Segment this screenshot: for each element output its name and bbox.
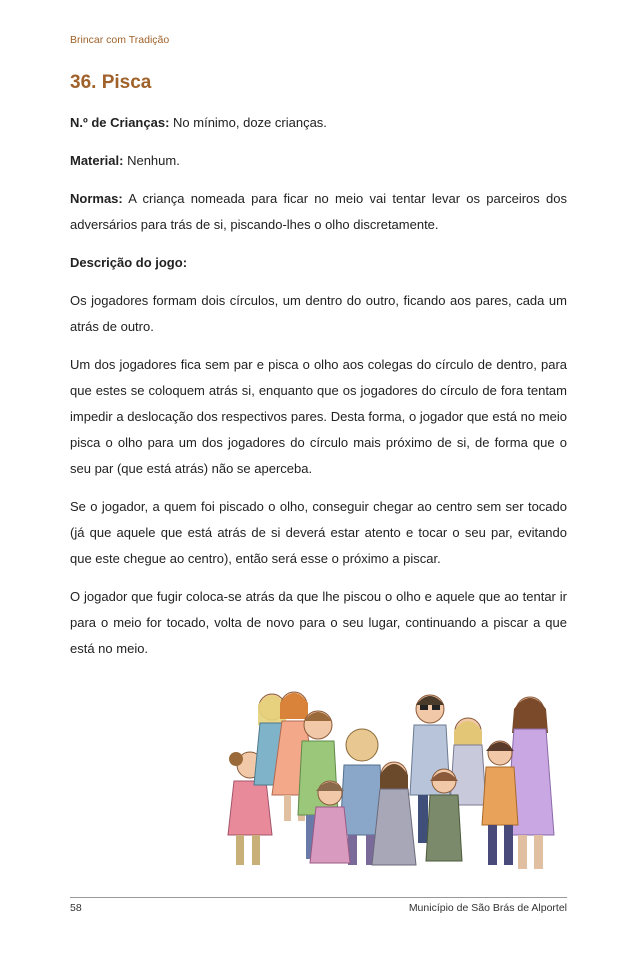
field-normas xyxy=(70,186,567,238)
paragraph: Um dos jogadores fica sem par e pisca o olho aos colegas do círculo de dentro, para que estes se coloquem atrás si, enquanto que os jogadores do círculo de fora tentam impedir a deslocação dos respectivos pares. Desta forma, o jogador que está no meio pisca o olho para um dos jogadores do círculo mais próximo de si, de forma que o seu par (que está atrás) não se aperceba. xyxy=(70,357,567,476)
field-value: Nenhum. xyxy=(123,153,180,168)
field-label: Material: xyxy=(70,153,124,168)
paragraph: Os jogadores formam dois círculos, um dentro do outro, ficando aos pares, cada um atrás de outro. xyxy=(70,293,567,334)
field-criancas xyxy=(70,110,567,136)
page-title: 36. Pisca xyxy=(70,72,152,93)
paragraph: O jogador que fugir coloca-se atrás da que lhe piscou o olho e aquele que ao tentar ir para o meio for tocado, volta de novo para o seu lugar, continuando a piscar a que está no meio. xyxy=(70,589,567,656)
section-heading: Descrição do jogo: xyxy=(70,255,188,270)
children-circle-illustration xyxy=(212,685,564,875)
document-body xyxy=(70,110,567,674)
field-label: Normas: xyxy=(70,191,123,206)
paragraph: Se o jogador, a quem foi piscado o olho, conseguir chegar ao centro sem ser tocado (já que aquele que está atrás de si deverá estar atento e tocar o seu par, evitando que este chegue ao centro), então será esse o próximo a piscar. xyxy=(70,499,567,566)
footer-municipality: Município de São Brás de Alportel xyxy=(408,902,567,914)
field-material xyxy=(70,148,567,174)
footer-divider xyxy=(70,897,567,898)
running-header: Brincar com Tradição xyxy=(70,34,170,46)
field-label: N.º de Crianças: xyxy=(70,115,170,130)
field-value: No mínimo, doze crianças. xyxy=(169,115,327,130)
field-value: A criança nomeada para ficar no meio vai tentar levar os parceiros dos adversários para trás de si, piscando-lhes o olho discretamente. xyxy=(70,191,567,232)
page-number: 58 xyxy=(70,902,82,914)
child-figure xyxy=(450,718,486,805)
field-descricao xyxy=(70,250,567,276)
